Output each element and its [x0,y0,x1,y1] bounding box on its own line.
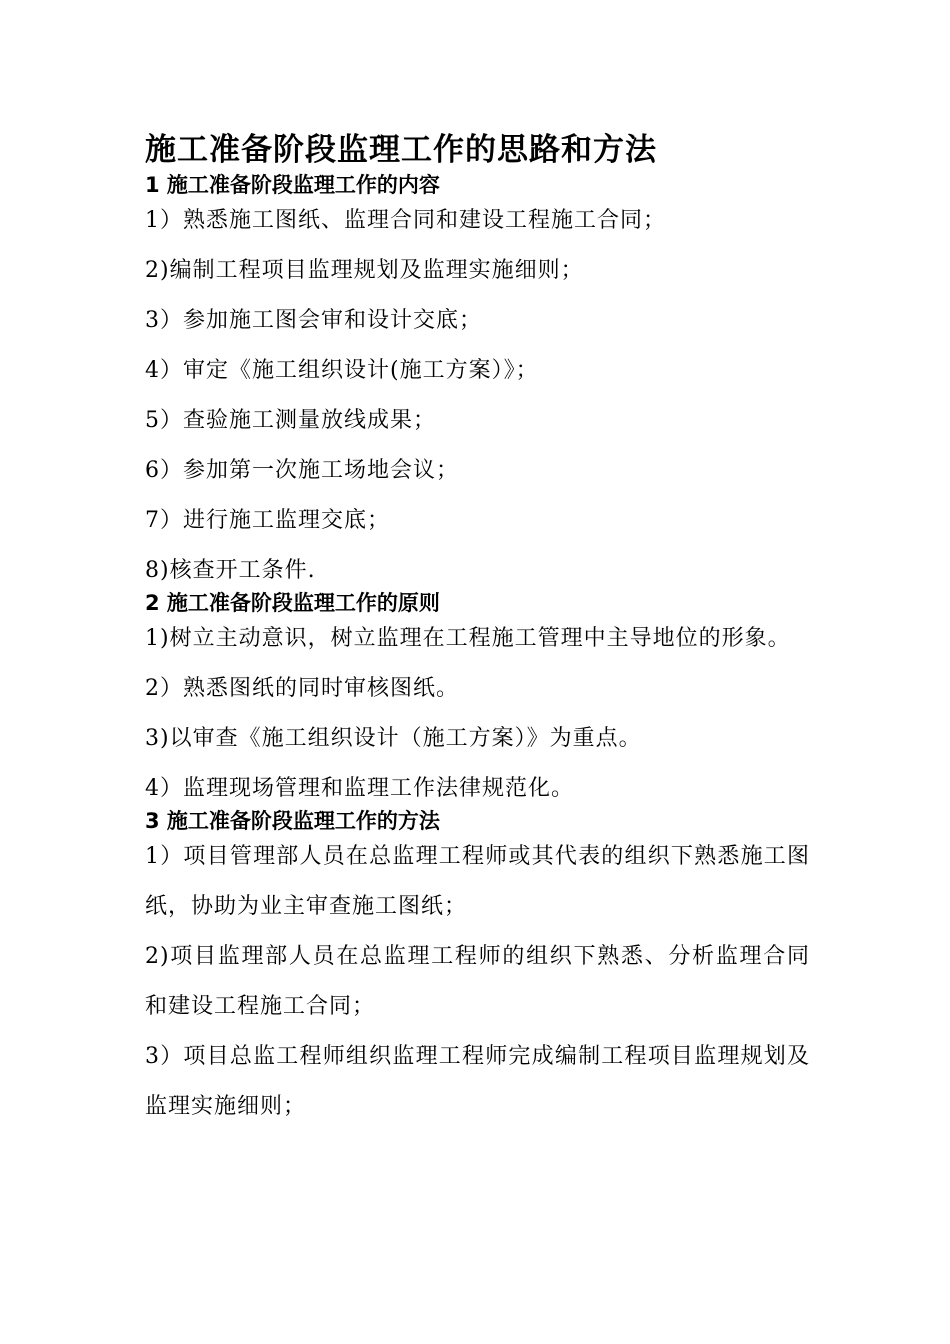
section-2-item-3: 3)以审查《施工组织设计（施工方案）》为重点。 [145,726,642,751]
section-2-item-2: 2）熟悉图纸的同时审核图纸。 [145,676,459,701]
section-1-item-6: 6）参加第一次施工场地会议； [145,458,459,483]
section-1-item-1: 1）熟悉施工图纸、监理合同和建设工程施工合同； [145,208,666,233]
section-1-item-8: 8)核查开工条件. [145,558,316,583]
section-1-item-4: 4）审定《施工组织设计(施工方案）》； [145,358,539,383]
section-1-item-7: 7）进行施工监理交底； [145,508,390,533]
section-1-item-2: 2)编制工程项目监理规划及监理实施细则； [145,258,584,283]
section-1-heading: 1 施工准备阶段监理工作的内容 [145,173,440,197]
section-3-item-1: 1）项目管理部人员在总监理工程师或其代表的组织下熟悉施工图纸，协助为业主审查施工图纸； [145,844,810,919]
section-3-heading: 3 施工准备阶段监理工作的方法 [145,809,440,833]
document-page [145,128,810,1132]
document-title: 施工准备阶段监理工作的思路和方法 [145,132,657,168]
section-2-heading: 2 施工准备阶段监理工作的原则 [145,591,440,615]
section-2-item-4: 4）监理现场管理和监理工作法律规范化。 [145,776,574,801]
section-3-item-2: 2)项目监理部人员在总监理工程师的组织下熟悉、分析监理合同和建设工程施工合同； [145,944,810,1019]
section-1-item-3: 3）参加施工图会审和设计交底； [145,308,482,333]
section-2-item-1: 1)树立主动意识，树立监理在工程施工管理中主导地位的形象。 [145,626,791,651]
section-3-item-3: 3）项目总监工程师组织监理工程师完成编制工程项目监理规划及监理实施细则； [145,1044,810,1119]
section-1-item-5: 5）查验施工测量放线成果； [145,408,436,433]
